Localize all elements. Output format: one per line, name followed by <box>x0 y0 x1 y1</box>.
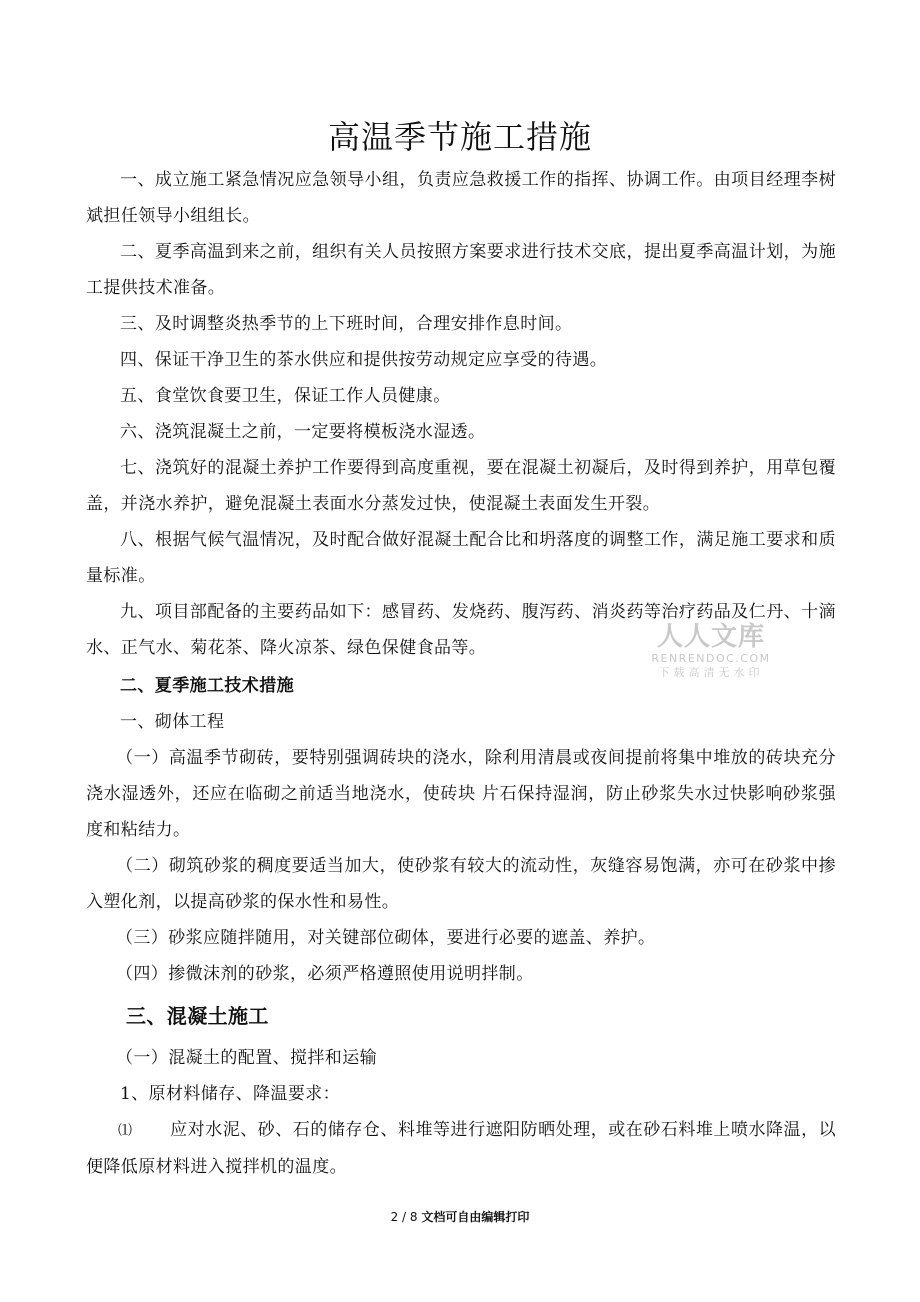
paragraph-6: 六、浇筑混凝土之前，一定要将模板浇水湿透。 <box>120 422 486 442</box>
point-number: ⑴ <box>118 1123 133 1139</box>
section-2-item-3: （三）砂浆应随拌随用，对关键部位砌体，要进行必要的遮盖、养护。 <box>116 928 656 948</box>
paragraph-5: 五、食堂饮食要卫生，保证工作人员健康。 <box>120 386 451 406</box>
section-2-subheading: 一、砌体工程 <box>120 712 225 732</box>
watermark-name: 人人文库 <box>656 622 765 652</box>
paragraph-9: 九、项目部配备的主要药品如下：感冒药、发烧药、腹泻药、消炎药等治疗药品及仁丹、十滴水、正气水、菊花茶、降火凉茶、绿色保健食品等。 <box>86 602 836 658</box>
section-2-item-1: （一）高温季节砌砖，要特别强调砖块的浇水，除利用清晨或夜间提前将集中堆放的砖块充分浇水湿透外，还应在临砌之前适当地浇水，使砖块 片石保持湿润，防止砂浆失水过快影响砂浆强度和粘结力。 <box>86 748 836 840</box>
page-number: 2 / 8 <box>390 1210 418 1224</box>
watermark-tagline: 下载高清无水印 <box>658 666 764 679</box>
document-title: 高温季节施工措施 <box>327 118 592 156</box>
footer-note: 文档可自由编辑打印 <box>421 1210 530 1224</box>
section-3-heading: 三、混凝土施工 <box>126 1004 269 1028</box>
section-2-item-2: （二）砌筑砂浆的稠度要适当加大，使砂浆有较大的流动性，灰缝容易饱满，亦可在砂浆中掺入塑化剂，以提高砂浆的保水性和易性。 <box>86 856 836 912</box>
paragraph-3: 三、及时调整炎热季节的上下班时间，合理安排作息时间。 <box>120 314 573 334</box>
page-footer <box>0 1208 920 1225</box>
paragraph-4: 四、保证干净卫生的茶水供应和提供按劳动规定应享受的待遇。 <box>120 350 608 370</box>
section-3-subheading: （一）混凝土的配置、搅拌和运输 <box>116 1048 377 1068</box>
paragraph-1: 一、成立施工紧急情况应急领导小组，负责应急救援工作的指挥、协调工作。由项目经理李树斌担任领导小组组长。 <box>86 170 836 226</box>
section-3-point-1: ⑴ 应对水泥、砂、石的储存仓、料堆等进行遮阳防晒处理，或在砂石料堆上喷水降温，以便降低原材料进入搅拌机的温度。 <box>86 1112 836 1185</box>
watermark-url: RENRENDOC.COM <box>651 652 771 665</box>
section-3-item-1: 1、原材料储存、降温要求： <box>120 1084 341 1104</box>
section-2-item-4: （四）掺微沫剂的砂浆，必须严格遵照使用说明拌制。 <box>116 964 534 984</box>
section-2-heading: 二、夏季施工技术措施 <box>120 676 294 696</box>
watermark <box>646 622 776 680</box>
paragraph-2: 二、夏季高温到来之前，组织有关人员按照方案要求进行技术交底，提出夏季高温计划，为施工提供技术准备。 <box>86 242 836 298</box>
paragraph-7: 七、浇筑好的混凝土养护工作要得到高度重视，要在混凝土初凝后，及时得到养护，用草包覆盖，并浇水养护，避免混凝土表面水分蒸发过快，使混凝土表面发生开裂。 <box>86 458 836 514</box>
paragraph-8: 八、根据气候气温情况，及时配合做好混凝土配合比和坍落度的调整工作，满足施工要求和质量标准。 <box>86 530 836 586</box>
